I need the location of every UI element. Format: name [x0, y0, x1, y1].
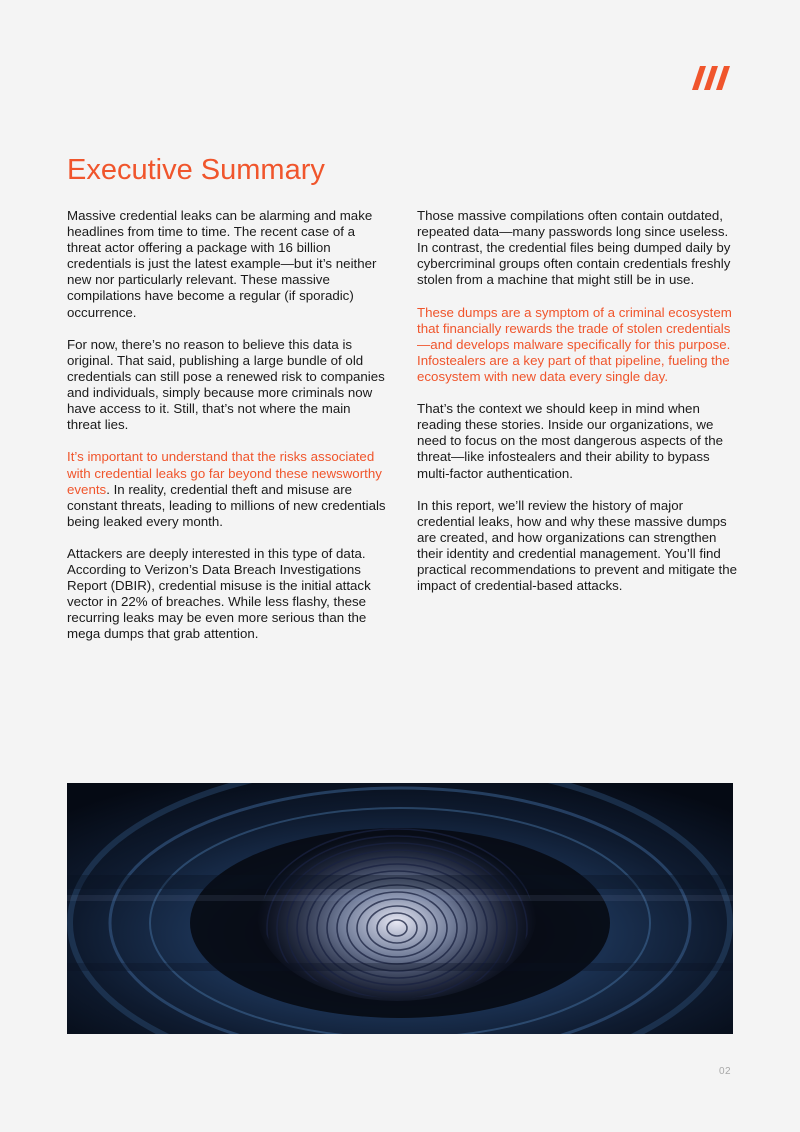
paragraph: In this report, we’ll review the history of major credential leaks, how and why these massive dumps are created, and how organizations can strengthen their identity and credential management. You’ll find practical recommendations to prevent and mitigate the impact of credential-based attacks. — [417, 497, 738, 594]
paragraph: Those massive compilations often contain outdated, repeated data—many passwords long since useless. In contrast, the credential files being dumped daily by cybercriminal groups often contain credentials freshly stolen from a machine that might still be in use. — [417, 208, 731, 288]
paragraph: That’s the context we should keep in mind when reading these stories. Inside our organizations, we need to focus on the most dangerous aspects of the threat—like infostealers and their ability to bypass multi-factor authentication. — [417, 401, 724, 481]
left-column — [67, 208, 387, 659]
fingerprint-image — [67, 783, 733, 1034]
paragraph: For now, there’s no reason to believe this data is original. That said, publishing a large bundle of old credentials can still pose a renewed risk to companies and individuals, simply because more criminals now have access to it. Still, that’s not where the main threat lies. — [67, 336, 385, 433]
paragraph-text: . In reality, credential theft and misuse are constant threats, leading to millions of new credentials being leaked every month. — [67, 481, 386, 529]
highlighted-paragraph: These dumps are a symptom of a criminal ecosystem that financially rewards the trade of stolen credentials—and develops malware specifically for this purpose. Infostealers are a key part of that pipeline, fueling the ecosystem with new data every single day. — [417, 304, 732, 384]
paragraph: Attackers are deeply interested in this type of data. According to Verizon’s Data Breach Investigations Report (DBIR), credential misuse is the initial attack vector in 22% of breaches. While less flashy, these recurring leaks may be even more serious than the mega dumps that grab attention. — [67, 545, 371, 642]
right-column — [417, 208, 742, 610]
paragraph: Massive credential leaks can be alarming and make headlines from time to time. The recent case of a threat actor offering a package with 16 billion credentials is just the latest example—but it’s neither new nor particularly relevant. These massive compilations have become a regular (if sporadic) occurrence. — [67, 208, 377, 320]
page-number: 02 — [719, 1066, 732, 1077]
paragraph — [67, 449, 387, 529]
fingerprint-icon — [67, 783, 733, 1034]
page-title: Executive Summary — [67, 154, 325, 186]
highlighted-text: It’s important to understand that the risks associated with credential leaks go far beyond these newsworthy events — [67, 449, 382, 497]
brand-logo-icon — [692, 66, 734, 90]
